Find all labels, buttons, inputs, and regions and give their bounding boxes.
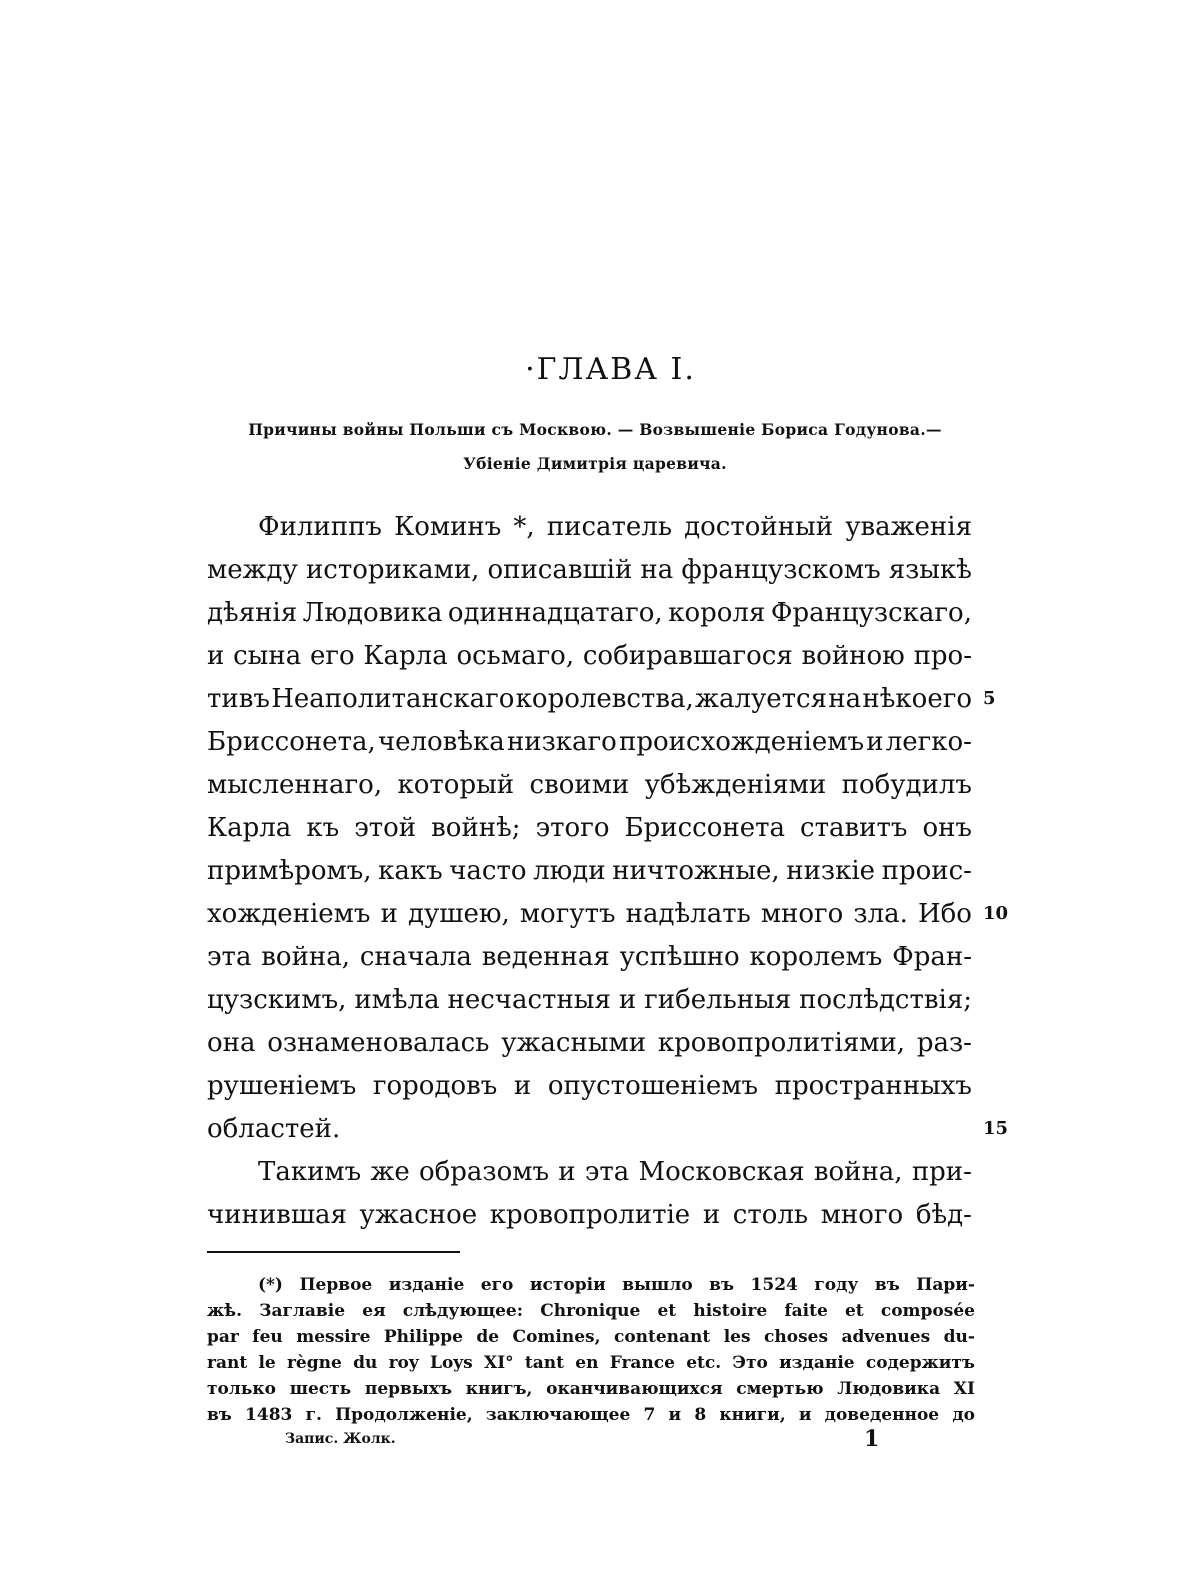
word: уваженія xyxy=(845,512,972,542)
body-line xyxy=(258,510,972,544)
body-line xyxy=(207,768,972,802)
word: Ибо xyxy=(917,899,972,929)
word: хожденіемъ xyxy=(207,899,371,929)
word: гибельныя xyxy=(644,985,792,1015)
word: messire xyxy=(296,1327,371,1347)
word: XI° xyxy=(484,1353,514,1373)
word: человѣка xyxy=(377,727,505,757)
word: примѣромъ, xyxy=(207,856,372,886)
word: и xyxy=(798,1405,812,1425)
word: les xyxy=(723,1327,751,1347)
word: Фран- xyxy=(892,942,972,972)
footnote-line xyxy=(258,1272,975,1298)
body-line xyxy=(207,639,972,673)
chapter-title: ·ГЛАВА I. xyxy=(525,352,696,387)
word: Бриссонета xyxy=(624,813,785,843)
word: Chronique xyxy=(540,1301,641,1321)
word: на xyxy=(828,684,862,714)
word: историками, xyxy=(305,555,480,585)
word: дѣянія xyxy=(207,598,298,628)
body-line xyxy=(207,1198,972,1232)
word: достойный xyxy=(684,512,834,542)
word: его xyxy=(309,641,355,671)
word: и xyxy=(380,899,398,929)
word: содержитъ xyxy=(865,1353,975,1373)
word: 1524 xyxy=(750,1275,798,1295)
word: Карла xyxy=(207,813,292,843)
word: имѣла xyxy=(354,985,440,1015)
word: Неаполитанскаго xyxy=(271,684,515,714)
word: книгъ, xyxy=(465,1379,533,1399)
word: столь xyxy=(732,1200,809,1230)
word: она xyxy=(207,1028,256,1058)
body-line xyxy=(207,940,972,974)
word: эта xyxy=(584,1157,630,1187)
body-line xyxy=(207,725,972,759)
word: contenant xyxy=(613,1327,711,1347)
word: вышло xyxy=(622,1275,693,1295)
word: le xyxy=(258,1353,276,1373)
word: feu xyxy=(252,1327,283,1347)
word: и xyxy=(618,985,637,1015)
word: *, xyxy=(513,512,535,542)
word: доведенное xyxy=(824,1405,940,1425)
word: сына xyxy=(233,641,302,671)
word: короля xyxy=(668,598,766,628)
word: Коминъ xyxy=(394,512,502,542)
word: происхожденіемъ xyxy=(619,727,864,757)
word: шесть xyxy=(289,1379,352,1399)
body-line: областей. xyxy=(207,1114,341,1144)
word: мысленнаго, xyxy=(207,770,383,800)
word: Это xyxy=(732,1353,768,1373)
word: въ xyxy=(709,1275,735,1295)
line-number: 5 xyxy=(983,688,996,709)
word: проис- xyxy=(881,856,972,886)
line-number: 10 xyxy=(983,903,1009,924)
word: rant xyxy=(207,1353,248,1373)
word: изданіе xyxy=(388,1275,465,1295)
word: Людовика xyxy=(302,598,443,628)
word: Пари- xyxy=(916,1275,975,1295)
word: и xyxy=(668,1405,682,1425)
word: же xyxy=(370,1157,410,1187)
word: оканчивающихся xyxy=(546,1379,723,1399)
word: de xyxy=(476,1327,500,1347)
word: choses xyxy=(764,1327,829,1347)
word: война, xyxy=(261,942,350,972)
word: смертью xyxy=(736,1379,824,1399)
word: послѣдствія; xyxy=(799,985,972,1015)
word: Французскаго, xyxy=(770,598,972,628)
word: первыхъ xyxy=(364,1379,453,1399)
word: городовъ xyxy=(372,1071,498,1101)
footnote-line xyxy=(207,1376,975,1402)
word: своими xyxy=(529,770,630,800)
word: ставитъ xyxy=(800,813,908,843)
word: много xyxy=(760,899,844,929)
word: королемъ xyxy=(749,942,883,972)
word: tant xyxy=(524,1353,564,1373)
word: г. xyxy=(305,1405,322,1425)
footnote-line xyxy=(207,1350,975,1376)
word: Первое xyxy=(299,1275,373,1295)
word: и xyxy=(558,1157,576,1187)
word: легко- xyxy=(885,727,972,757)
word: 7 xyxy=(643,1405,656,1425)
word: и xyxy=(513,1071,532,1101)
word: Loys xyxy=(430,1353,473,1373)
word: языкѣ xyxy=(888,555,972,585)
word: etc. xyxy=(686,1353,722,1373)
word: несчастныя xyxy=(447,985,611,1015)
word: опустошеніемъ xyxy=(547,1071,759,1101)
body-line xyxy=(207,553,972,587)
signature-mark: Запис. Жолк. xyxy=(285,1431,396,1447)
word: веденная xyxy=(481,942,610,972)
word: ужасными xyxy=(501,1028,647,1058)
word: побудилъ xyxy=(841,770,972,800)
word: писатель xyxy=(546,512,672,542)
word: кровопролитіе xyxy=(489,1200,691,1230)
word: и xyxy=(207,641,225,671)
word: тивъ xyxy=(207,684,270,714)
word: Филиппъ xyxy=(258,512,382,542)
body-line xyxy=(207,596,972,630)
word: Заглавіе xyxy=(259,1301,346,1321)
word: на xyxy=(640,555,674,585)
word: бѣд- xyxy=(915,1200,972,1230)
word: убѣжденіями xyxy=(644,770,827,800)
word: Людовика xyxy=(837,1379,941,1399)
word: du- xyxy=(943,1327,975,1347)
word: Comines, xyxy=(512,1327,601,1347)
word: Philippe xyxy=(383,1327,463,1347)
word: исторіи xyxy=(529,1275,606,1295)
word: 8 xyxy=(694,1405,707,1425)
word: собиравшагося xyxy=(582,641,793,671)
word: надѣлать xyxy=(625,899,751,929)
word: roy xyxy=(388,1353,419,1373)
summary-line: Причины войны Польши съ Москвою. — Возвышеніе Бориса Годунова.— xyxy=(248,420,942,439)
word: французскомъ xyxy=(681,555,881,585)
word: раз- xyxy=(916,1028,972,1058)
word: который xyxy=(397,770,515,800)
word: сначала xyxy=(359,942,472,972)
line-number: 15 xyxy=(983,1118,1009,1139)
word: XI xyxy=(953,1379,975,1399)
word: ознаменовалась xyxy=(267,1028,490,1058)
word: книги, xyxy=(719,1405,786,1425)
word: изданіе xyxy=(779,1353,855,1373)
body-line xyxy=(207,983,972,1017)
word: люди xyxy=(533,856,606,886)
word: par xyxy=(207,1327,239,1347)
word: къ xyxy=(306,813,340,843)
word: Московская xyxy=(638,1157,805,1187)
word: en xyxy=(575,1353,599,1373)
word: France xyxy=(609,1353,675,1373)
body-line xyxy=(207,1026,972,1060)
word: до xyxy=(952,1405,975,1425)
word: composée xyxy=(880,1301,975,1321)
word: между xyxy=(207,555,298,585)
word: низкіе xyxy=(786,856,876,886)
word: ничтожные, xyxy=(612,856,780,886)
word: кровопролитіями, xyxy=(657,1028,906,1058)
footnote-line xyxy=(207,1402,975,1428)
word: и xyxy=(866,727,884,757)
word: успѣшно xyxy=(619,942,740,972)
word: (*) xyxy=(258,1275,283,1295)
word: часто xyxy=(449,856,527,886)
word: про- xyxy=(913,641,972,671)
word: 1483 xyxy=(245,1405,293,1425)
word: война, xyxy=(813,1157,903,1187)
word: зла. xyxy=(853,899,908,929)
word: королевства, xyxy=(515,684,694,714)
word: Карла xyxy=(363,641,448,671)
word: эта xyxy=(207,942,252,972)
word: душею, xyxy=(407,899,510,929)
body-line xyxy=(207,897,972,931)
word: ея xyxy=(362,1301,386,1321)
word: какъ xyxy=(378,856,443,886)
page-number: 1 xyxy=(864,1426,880,1452)
word: могутъ xyxy=(519,899,616,929)
word: въ xyxy=(207,1405,232,1425)
word: рушеніемъ xyxy=(207,1071,357,1101)
word: войнѣ; xyxy=(431,813,521,843)
word: règne xyxy=(286,1353,342,1373)
word: одиннадцатаго, xyxy=(447,598,663,628)
word: заключающее xyxy=(485,1405,631,1425)
body-line xyxy=(258,1155,972,1189)
body-line xyxy=(207,682,972,716)
word: et xyxy=(844,1301,864,1321)
word: этого xyxy=(535,813,610,843)
body-line xyxy=(207,811,972,845)
word: описавшій xyxy=(487,555,633,585)
word: нѣкоего xyxy=(862,684,972,714)
body-line xyxy=(207,854,972,888)
word: et xyxy=(657,1301,677,1321)
body-line xyxy=(207,1069,972,1103)
word: пространныхъ xyxy=(774,1071,972,1101)
summary-line: Убіеніе Димитрія царевича. xyxy=(463,454,727,473)
footnote-line xyxy=(207,1298,975,1324)
word: много xyxy=(820,1200,904,1230)
footnote-rule xyxy=(207,1251,460,1253)
word: чинившая xyxy=(207,1200,347,1230)
word: осьмаго, xyxy=(456,641,575,671)
word: году xyxy=(814,1275,859,1295)
word: онъ xyxy=(922,813,972,843)
word: histoire xyxy=(693,1301,768,1321)
word: Такимъ xyxy=(258,1157,362,1187)
word: жалуется xyxy=(695,684,828,714)
word: низкаго xyxy=(506,727,617,757)
word: образомъ xyxy=(418,1157,550,1187)
chapter-summary xyxy=(215,413,975,481)
word: войною xyxy=(801,641,905,671)
word: advenues xyxy=(841,1327,931,1347)
word: faite xyxy=(784,1301,828,1321)
word: при- xyxy=(911,1157,972,1187)
word: Продолженіе, xyxy=(335,1405,473,1425)
word: его xyxy=(480,1275,514,1295)
footnote-line xyxy=(207,1324,975,1350)
word: Бриссонета, xyxy=(207,727,376,757)
word: и xyxy=(702,1200,721,1230)
word: этой xyxy=(354,813,417,843)
word: слѣдующее: xyxy=(402,1301,524,1321)
word: du xyxy=(353,1353,378,1373)
word: только xyxy=(207,1379,277,1399)
word: цузскимъ, xyxy=(207,985,347,1015)
word: жѣ. xyxy=(207,1301,243,1321)
word: въ xyxy=(874,1275,900,1295)
word: ужасное xyxy=(359,1200,478,1230)
